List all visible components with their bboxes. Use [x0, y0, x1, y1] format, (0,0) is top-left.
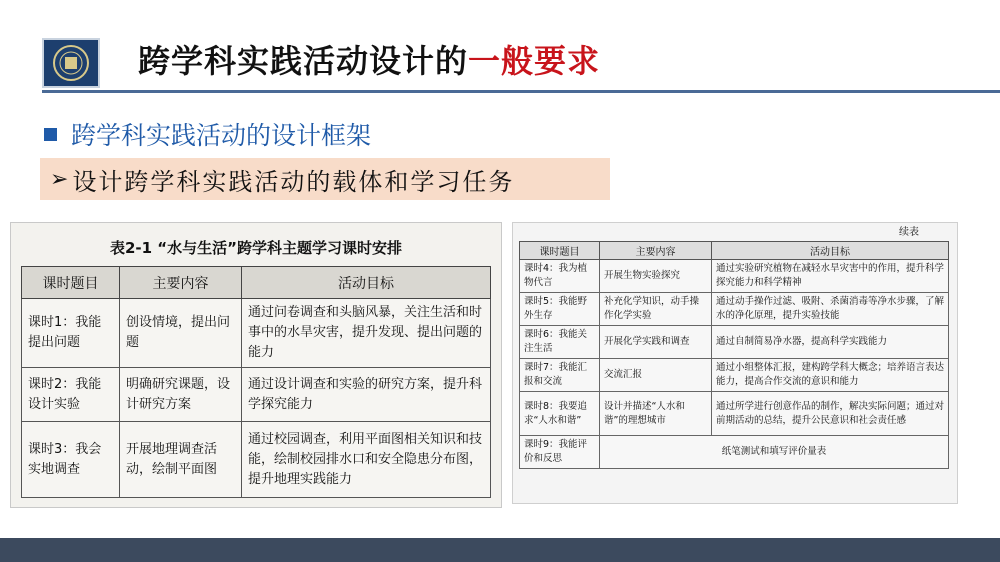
header-cell: 课时题目 — [520, 242, 600, 260]
table-cell: 纸笔测试和填写评价量表 — [600, 436, 949, 469]
header-cell: 主要内容 — [600, 242, 712, 260]
table-cell: 交流汇报 — [600, 359, 712, 392]
header-cell: 课时题目 — [22, 267, 120, 299]
task-text: 设计跨学科实践活动的载体和学习任务 — [72, 167, 515, 196]
school-emblem-icon — [49, 43, 93, 83]
title-main: 跨学科实践活动设计的 — [138, 42, 469, 80]
table-cell: 通过校园调查，利用平面图相关知识和技能，绘制校园排水口和安全隐患分布图，提升地理实践能力 — [242, 422, 491, 498]
title-highlight: 一般要求 — [468, 42, 601, 80]
table-cell: 课时8：我要追求“人水和谐” — [520, 392, 600, 436]
table-cell: 课时9：我能评价和反思 — [520, 436, 600, 469]
table-cell: 课时1：我能提出问题 — [22, 299, 120, 368]
school-logo — [42, 38, 100, 88]
table-row — [520, 436, 949, 469]
footer-bar — [0, 538, 1000, 562]
table-cell: 开展地理调查活动，绘制平面图 — [120, 422, 242, 498]
table-cell: 课时6：我能关注生活 — [520, 326, 600, 359]
task-banner — [40, 158, 610, 200]
table-cell: 课时4：我为植物代言 — [520, 260, 600, 293]
table-row — [22, 299, 491, 368]
table-row — [22, 422, 491, 498]
header-cell: 主要内容 — [120, 267, 242, 299]
table-cell: 通过自制简易净水器，提高科学实践能力 — [712, 326, 949, 359]
table-cell: 课时2：我能设计实验 — [22, 368, 120, 422]
table-row — [520, 260, 949, 293]
table-cell: 课时5：我能野外生存 — [520, 293, 600, 326]
table-cell: 开展生物实验探究 — [600, 260, 712, 293]
table-cell: 开展化学实践和调查 — [600, 326, 712, 359]
arrow-bullet-icon: ➢ — [50, 166, 69, 192]
page-title — [138, 36, 600, 82]
lesson-table-left — [10, 222, 502, 508]
table-row — [520, 392, 949, 436]
lesson-table-right — [512, 222, 958, 504]
table-cell: 通过动手操作过滤、吸附、杀菌消毒等净水步骤，了解水的净化原理，提升实验技能 — [712, 293, 949, 326]
title-divider — [42, 90, 1000, 93]
table-header-row — [22, 267, 491, 299]
table-cell: 通过实验研究植物在减轻水旱灾害中的作用，提升科学探究能力和科学精神 — [712, 260, 949, 293]
header-cell: 活动目标 — [712, 242, 949, 260]
table-cell: 课时7：我能汇报和交流 — [520, 359, 600, 392]
table-header-row — [520, 242, 949, 260]
table-row — [22, 368, 491, 422]
table-cell: 通过问卷调查和头脑风暴，关注生活和时事中的水旱灾害，提升发现、提出问题的能力 — [242, 299, 491, 368]
continued-label: 续表 — [899, 227, 919, 238]
table-cell: 通过所学进行创意作品的制作，解决实际问题；通过对前期活动的总结，提升公民意识和社会责任感 — [712, 392, 949, 436]
table-cell: 补充化学知识，动手操作化学实验 — [600, 293, 712, 326]
lesson-table-continued — [519, 241, 949, 469]
lesson-table — [21, 266, 491, 498]
table-cell: 通过设计调查和实验的研究方案，提升科学探究能力 — [242, 368, 491, 422]
header-cell: 活动目标 — [242, 267, 491, 299]
table-row — [520, 359, 949, 392]
section-heading — [44, 116, 371, 152]
table-cell: 创设情境，提出问题 — [120, 299, 242, 368]
table-row — [520, 326, 949, 359]
table-cell: 明确研究课题，设计研究方案 — [120, 368, 242, 422]
table-row — [520, 293, 949, 326]
table-cell: 设计并描述“人水和谐”的理想城市 — [600, 392, 712, 436]
table-cell: 通过小组整体汇报，建构跨学科大概念；培养语言表达能力，提高合作交流的意识和能力 — [712, 359, 949, 392]
table-caption: 表2-1 “水与生活”跨学科主题学习课时安排 — [109, 239, 403, 257]
section-title: 跨学科实践活动的设计框架 — [71, 121, 372, 150]
square-bullet-icon — [44, 128, 57, 141]
table-cell: 课时3：我会实地调查 — [22, 422, 120, 498]
